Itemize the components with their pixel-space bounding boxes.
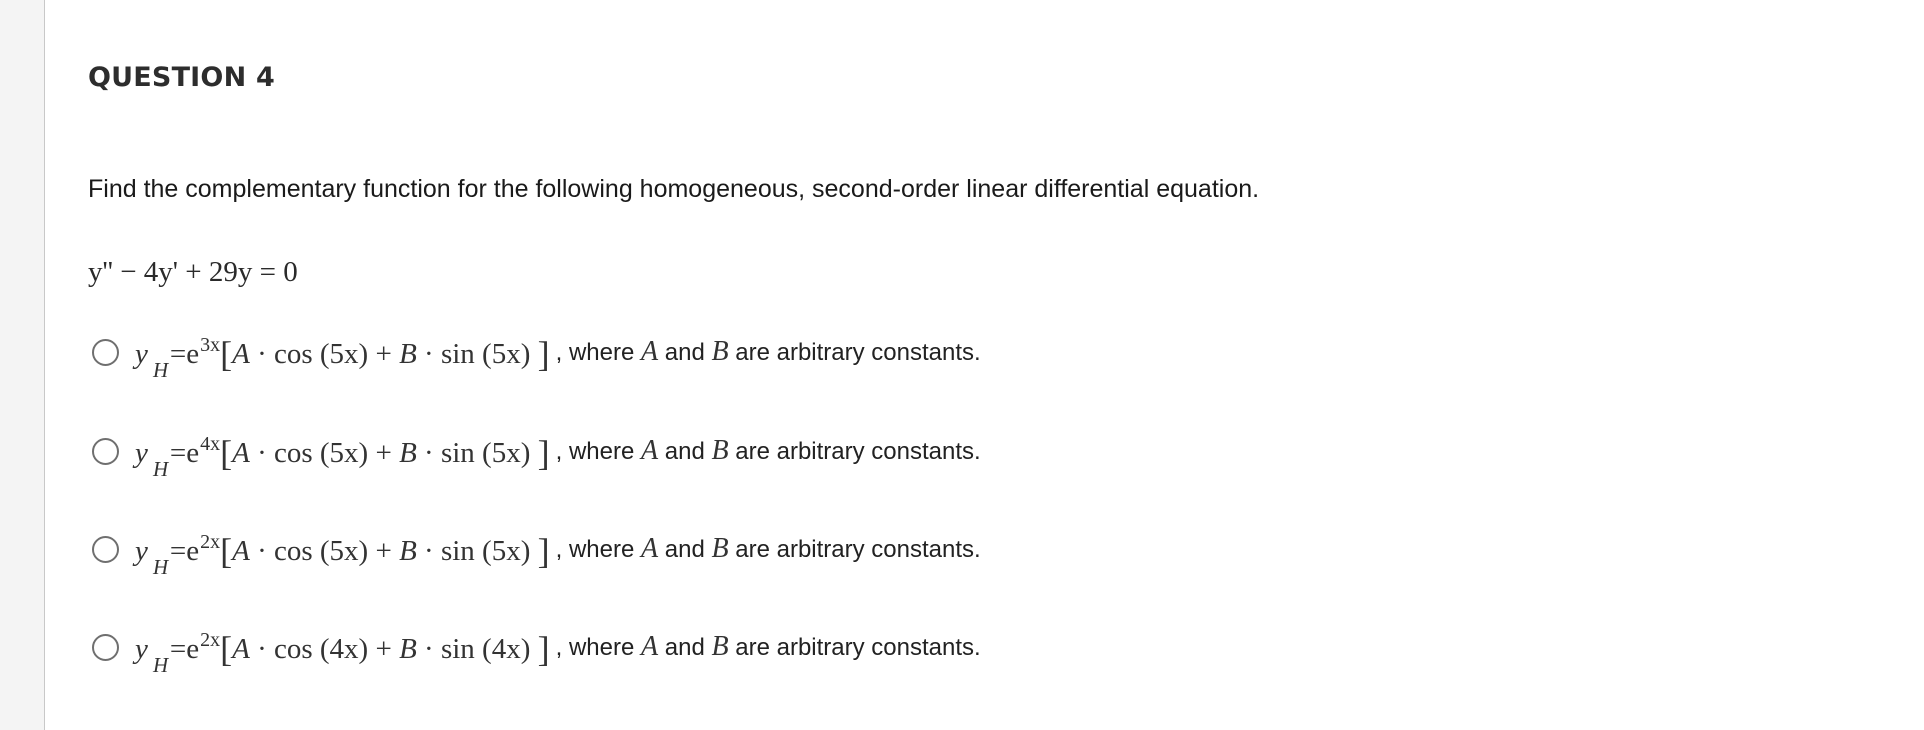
- answer-option-2[interactable]: [92, 421, 981, 481]
- question-title: QUESTION 4: [88, 62, 275, 93]
- option-description: , where A and B are arbitrary constants.: [555, 533, 981, 564]
- radio-button-icon[interactable]: [92, 438, 119, 465]
- option-description: , where A and B are arbitrary constants.: [555, 631, 981, 662]
- radio-button-icon[interactable]: [92, 634, 119, 661]
- answer-option-3[interactable]: [92, 519, 981, 579]
- question-prompt: Find the complementary function for the following homogeneous, second-order linear differential equation.: [88, 175, 1260, 203]
- option-formula: y H =e 4x [ A · cos (5x) + B · sin (5x) ]: [135, 433, 550, 481]
- option-formula: y H =e 2x [ A · cos (4x) + B · sin (4x) ]: [135, 629, 550, 677]
- option-description: , where A and B are arbitrary constants.: [555, 435, 981, 466]
- option-description: , where A and B are arbitrary constants.: [555, 336, 981, 367]
- radio-button-icon[interactable]: [92, 339, 119, 366]
- answer-option-1[interactable]: [92, 322, 981, 382]
- answer-option-4[interactable]: [92, 617, 981, 677]
- option-formula: y H =e 3x [ A · cos (5x) + B · sin (5x) ]: [135, 334, 550, 382]
- radio-button-icon[interactable]: [92, 536, 119, 563]
- differential-equation: y'' − 4y' + 29y = 0: [88, 256, 298, 288]
- option-formula: y H =e 2x [ A · cos (5x) + B · sin (5x) ]: [135, 531, 550, 579]
